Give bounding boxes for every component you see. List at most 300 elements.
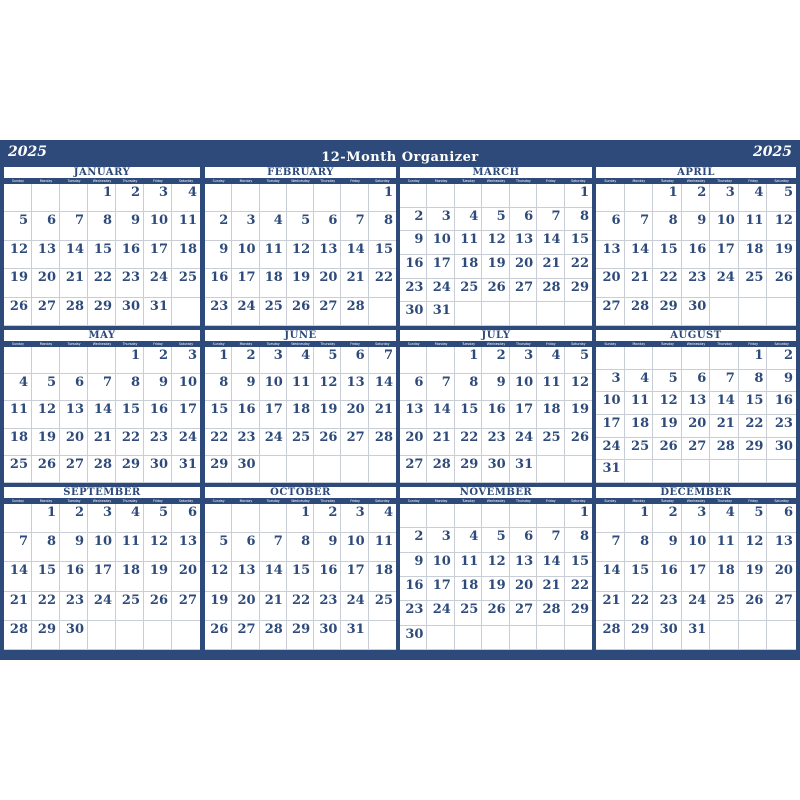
day-cell[interactable] bbox=[537, 577, 564, 601]
day-cell[interactable] bbox=[260, 562, 287, 591]
day-cell[interactable] bbox=[232, 298, 259, 326]
day-cell[interactable] bbox=[427, 601, 454, 625]
day-cell[interactable] bbox=[341, 347, 368, 374]
day-cell[interactable] bbox=[565, 504, 592, 528]
day-cell[interactable] bbox=[710, 438, 739, 461]
day-cell[interactable] bbox=[260, 347, 287, 374]
day-cell[interactable] bbox=[4, 374, 32, 401]
day-cell[interactable] bbox=[4, 298, 32, 326]
day-cell[interactable] bbox=[287, 298, 314, 326]
day-cell[interactable] bbox=[767, 241, 796, 269]
day-cell[interactable] bbox=[60, 533, 88, 562]
day-cell[interactable] bbox=[4, 241, 32, 269]
day-cell[interactable] bbox=[537, 401, 564, 428]
day-cell[interactable] bbox=[653, 504, 682, 533]
day-cell[interactable] bbox=[144, 456, 172, 483]
day-cell[interactable] bbox=[710, 184, 739, 212]
day-cell[interactable] bbox=[537, 231, 564, 255]
day-cell[interactable] bbox=[4, 212, 32, 240]
day-cell[interactable] bbox=[625, 241, 654, 269]
day-cell[interactable] bbox=[287, 533, 314, 562]
day-cell[interactable] bbox=[455, 255, 482, 279]
day-cell[interactable] bbox=[60, 456, 88, 483]
day-cell[interactable] bbox=[739, 438, 768, 461]
day-cell[interactable] bbox=[232, 401, 259, 428]
day-cell[interactable] bbox=[369, 504, 396, 533]
day-cell[interactable] bbox=[205, 456, 232, 483]
day-cell[interactable] bbox=[510, 279, 537, 303]
day-cell[interactable] bbox=[260, 592, 287, 621]
day-cell[interactable] bbox=[625, 212, 654, 240]
day-cell[interactable] bbox=[116, 269, 144, 297]
day-cell[interactable] bbox=[682, 533, 711, 562]
day-cell[interactable] bbox=[287, 562, 314, 591]
day-cell[interactable] bbox=[767, 438, 796, 461]
day-cell[interactable] bbox=[682, 621, 711, 650]
day-cell[interactable] bbox=[341, 401, 368, 428]
day-cell[interactable] bbox=[205, 374, 232, 401]
day-cell[interactable] bbox=[767, 562, 796, 591]
day-cell[interactable] bbox=[682, 592, 711, 621]
day-cell[interactable] bbox=[653, 415, 682, 438]
day-cell[interactable] bbox=[739, 415, 768, 438]
day-cell[interactable] bbox=[314, 429, 341, 456]
day-cell[interactable] bbox=[482, 401, 509, 428]
day-cell[interactable] bbox=[369, 533, 396, 562]
day-cell[interactable] bbox=[625, 533, 654, 562]
day-cell[interactable] bbox=[510, 553, 537, 577]
day-cell[interactable] bbox=[60, 621, 88, 650]
day-cell[interactable] bbox=[510, 374, 537, 401]
day-cell[interactable] bbox=[116, 401, 144, 428]
day-cell[interactable] bbox=[287, 347, 314, 374]
day-cell[interactable] bbox=[625, 370, 654, 393]
day-cell[interactable] bbox=[116, 504, 144, 533]
day-cell[interactable] bbox=[682, 212, 711, 240]
day-cell[interactable] bbox=[116, 347, 144, 374]
day-cell[interactable] bbox=[341, 592, 368, 621]
day-cell[interactable] bbox=[653, 592, 682, 621]
day-cell[interactable] bbox=[172, 533, 200, 562]
day-cell[interactable] bbox=[260, 429, 287, 456]
day-cell[interactable] bbox=[653, 562, 682, 591]
day-cell[interactable] bbox=[232, 429, 259, 456]
day-cell[interactable] bbox=[510, 601, 537, 625]
day-cell[interactable] bbox=[232, 269, 259, 297]
day-cell[interactable] bbox=[455, 231, 482, 255]
day-cell[interactable] bbox=[287, 504, 314, 533]
day-cell[interactable] bbox=[767, 592, 796, 621]
day-cell[interactable] bbox=[144, 533, 172, 562]
day-cell[interactable] bbox=[739, 241, 768, 269]
day-cell[interactable] bbox=[400, 456, 427, 483]
day-cell[interactable] bbox=[682, 298, 711, 326]
day-cell[interactable] bbox=[400, 255, 427, 279]
day-cell[interactable] bbox=[596, 241, 625, 269]
day-cell[interactable] bbox=[88, 592, 116, 621]
day-cell[interactable] bbox=[427, 401, 454, 428]
day-cell[interactable] bbox=[144, 562, 172, 591]
day-cell[interactable] bbox=[455, 577, 482, 601]
day-cell[interactable] bbox=[205, 429, 232, 456]
day-cell[interactable] bbox=[314, 533, 341, 562]
day-cell[interactable] bbox=[88, 184, 116, 212]
day-cell[interactable] bbox=[32, 298, 60, 326]
day-cell[interactable] bbox=[427, 208, 454, 232]
day-cell[interactable] bbox=[682, 184, 711, 212]
day-cell[interactable] bbox=[537, 601, 564, 625]
day-cell[interactable] bbox=[400, 302, 427, 326]
day-cell[interactable] bbox=[172, 562, 200, 591]
day-cell[interactable] bbox=[767, 504, 796, 533]
day-cell[interactable] bbox=[537, 374, 564, 401]
day-cell[interactable] bbox=[653, 241, 682, 269]
day-cell[interactable] bbox=[482, 347, 509, 374]
day-cell[interactable] bbox=[455, 279, 482, 303]
day-cell[interactable] bbox=[739, 370, 768, 393]
day-cell[interactable] bbox=[455, 401, 482, 428]
day-cell[interactable] bbox=[565, 231, 592, 255]
day-cell[interactable] bbox=[32, 269, 60, 297]
day-cell[interactable] bbox=[510, 577, 537, 601]
day-cell[interactable] bbox=[205, 533, 232, 562]
day-cell[interactable] bbox=[653, 438, 682, 461]
day-cell[interactable] bbox=[144, 298, 172, 326]
day-cell[interactable] bbox=[710, 415, 739, 438]
day-cell[interactable] bbox=[510, 231, 537, 255]
day-cell[interactable] bbox=[596, 370, 625, 393]
day-cell[interactable] bbox=[172, 347, 200, 374]
day-cell[interactable] bbox=[32, 212, 60, 240]
day-cell[interactable] bbox=[767, 347, 796, 370]
day-cell[interactable] bbox=[232, 347, 259, 374]
day-cell[interactable] bbox=[314, 504, 341, 533]
day-cell[interactable] bbox=[369, 269, 396, 297]
day-cell[interactable] bbox=[767, 392, 796, 415]
day-cell[interactable] bbox=[144, 504, 172, 533]
day-cell[interactable] bbox=[739, 392, 768, 415]
day-cell[interactable] bbox=[205, 212, 232, 240]
day-cell[interactable] bbox=[482, 577, 509, 601]
day-cell[interactable] bbox=[565, 429, 592, 456]
day-cell[interactable] bbox=[596, 460, 625, 483]
day-cell[interactable] bbox=[232, 621, 259, 650]
day-cell[interactable] bbox=[88, 429, 116, 456]
day-cell[interactable] bbox=[565, 401, 592, 428]
day-cell[interactable] bbox=[653, 184, 682, 212]
day-cell[interactable] bbox=[537, 553, 564, 577]
day-cell[interactable] bbox=[60, 374, 88, 401]
day-cell[interactable] bbox=[427, 279, 454, 303]
day-cell[interactable] bbox=[400, 374, 427, 401]
day-cell[interactable] bbox=[144, 347, 172, 374]
day-cell[interactable] bbox=[400, 429, 427, 456]
day-cell[interactable] bbox=[455, 553, 482, 577]
day-cell[interactable] bbox=[172, 592, 200, 621]
day-cell[interactable] bbox=[232, 592, 259, 621]
day-cell[interactable] bbox=[314, 592, 341, 621]
day-cell[interactable] bbox=[205, 298, 232, 326]
day-cell[interactable] bbox=[682, 562, 711, 591]
day-cell[interactable] bbox=[767, 533, 796, 562]
day-cell[interactable] bbox=[682, 415, 711, 438]
day-cell[interactable] bbox=[260, 533, 287, 562]
day-cell[interactable] bbox=[116, 184, 144, 212]
day-cell[interactable] bbox=[565, 347, 592, 374]
day-cell[interactable] bbox=[625, 562, 654, 591]
day-cell[interactable] bbox=[32, 241, 60, 269]
day-cell[interactable] bbox=[32, 533, 60, 562]
day-cell[interactable] bbox=[369, 241, 396, 269]
day-cell[interactable] bbox=[400, 601, 427, 625]
day-cell[interactable] bbox=[537, 208, 564, 232]
day-cell[interactable] bbox=[625, 415, 654, 438]
day-cell[interactable] bbox=[172, 429, 200, 456]
day-cell[interactable] bbox=[172, 401, 200, 428]
day-cell[interactable] bbox=[400, 208, 427, 232]
day-cell[interactable] bbox=[537, 279, 564, 303]
day-cell[interactable] bbox=[537, 255, 564, 279]
day-cell[interactable] bbox=[625, 392, 654, 415]
day-cell[interactable] bbox=[739, 347, 768, 370]
day-cell[interactable] bbox=[205, 241, 232, 269]
day-cell[interactable] bbox=[287, 212, 314, 240]
day-cell[interactable] bbox=[653, 533, 682, 562]
day-cell[interactable] bbox=[400, 626, 427, 650]
day-cell[interactable] bbox=[510, 456, 537, 483]
day-cell[interactable] bbox=[625, 504, 654, 533]
day-cell[interactable] bbox=[232, 533, 259, 562]
day-cell[interactable] bbox=[260, 269, 287, 297]
day-cell[interactable] bbox=[767, 269, 796, 297]
day-cell[interactable] bbox=[710, 533, 739, 562]
day-cell[interactable] bbox=[710, 241, 739, 269]
day-cell[interactable] bbox=[596, 592, 625, 621]
day-cell[interactable] bbox=[625, 592, 654, 621]
day-cell[interactable] bbox=[565, 528, 592, 552]
day-cell[interactable] bbox=[287, 592, 314, 621]
day-cell[interactable] bbox=[144, 212, 172, 240]
day-cell[interactable] bbox=[116, 456, 144, 483]
day-cell[interactable] bbox=[427, 255, 454, 279]
day-cell[interactable] bbox=[314, 212, 341, 240]
day-cell[interactable] bbox=[455, 429, 482, 456]
day-cell[interactable] bbox=[596, 212, 625, 240]
day-cell[interactable] bbox=[116, 429, 144, 456]
day-cell[interactable] bbox=[32, 562, 60, 591]
day-cell[interactable] bbox=[596, 392, 625, 415]
day-cell[interactable] bbox=[625, 269, 654, 297]
day-cell[interactable] bbox=[427, 577, 454, 601]
day-cell[interactable] bbox=[767, 415, 796, 438]
day-cell[interactable] bbox=[739, 212, 768, 240]
day-cell[interactable] bbox=[260, 241, 287, 269]
day-cell[interactable] bbox=[4, 592, 32, 621]
day-cell[interactable] bbox=[455, 528, 482, 552]
day-cell[interactable] bbox=[205, 592, 232, 621]
day-cell[interactable] bbox=[32, 401, 60, 428]
day-cell[interactable] bbox=[710, 392, 739, 415]
day-cell[interactable] bbox=[510, 528, 537, 552]
day-cell[interactable] bbox=[369, 592, 396, 621]
day-cell[interactable] bbox=[314, 269, 341, 297]
day-cell[interactable] bbox=[482, 279, 509, 303]
day-cell[interactable] bbox=[341, 374, 368, 401]
day-cell[interactable] bbox=[427, 302, 454, 326]
day-cell[interactable] bbox=[653, 621, 682, 650]
day-cell[interactable] bbox=[287, 429, 314, 456]
day-cell[interactable] bbox=[205, 621, 232, 650]
day-cell[interactable] bbox=[682, 438, 711, 461]
day-cell[interactable] bbox=[653, 298, 682, 326]
day-cell[interactable] bbox=[653, 370, 682, 393]
day-cell[interactable] bbox=[205, 347, 232, 374]
day-cell[interactable] bbox=[4, 533, 32, 562]
day-cell[interactable] bbox=[341, 298, 368, 326]
day-cell[interactable] bbox=[4, 621, 32, 650]
day-cell[interactable] bbox=[682, 269, 711, 297]
day-cell[interactable] bbox=[172, 212, 200, 240]
day-cell[interactable] bbox=[400, 231, 427, 255]
day-cell[interactable] bbox=[341, 504, 368, 533]
day-cell[interactable] bbox=[510, 255, 537, 279]
day-cell[interactable] bbox=[625, 621, 654, 650]
day-cell[interactable] bbox=[455, 374, 482, 401]
day-cell[interactable] bbox=[482, 528, 509, 552]
day-cell[interactable] bbox=[653, 269, 682, 297]
day-cell[interactable] bbox=[682, 392, 711, 415]
day-cell[interactable] bbox=[60, 241, 88, 269]
day-cell[interactable] bbox=[314, 374, 341, 401]
day-cell[interactable] bbox=[455, 347, 482, 374]
day-cell[interactable] bbox=[287, 269, 314, 297]
day-cell[interactable] bbox=[287, 374, 314, 401]
day-cell[interactable] bbox=[400, 528, 427, 552]
day-cell[interactable] bbox=[144, 374, 172, 401]
day-cell[interactable] bbox=[172, 184, 200, 212]
day-cell[interactable] bbox=[710, 212, 739, 240]
day-cell[interactable] bbox=[739, 562, 768, 591]
day-cell[interactable] bbox=[565, 577, 592, 601]
day-cell[interactable] bbox=[172, 374, 200, 401]
day-cell[interactable] bbox=[767, 370, 796, 393]
day-cell[interactable] bbox=[596, 533, 625, 562]
day-cell[interactable] bbox=[565, 553, 592, 577]
day-cell[interactable] bbox=[369, 212, 396, 240]
day-cell[interactable] bbox=[32, 504, 60, 533]
day-cell[interactable] bbox=[565, 255, 592, 279]
day-cell[interactable] bbox=[32, 456, 60, 483]
day-cell[interactable] bbox=[596, 562, 625, 591]
day-cell[interactable] bbox=[596, 621, 625, 650]
day-cell[interactable] bbox=[4, 429, 32, 456]
day-cell[interactable] bbox=[60, 504, 88, 533]
day-cell[interactable] bbox=[400, 401, 427, 428]
day-cell[interactable] bbox=[314, 562, 341, 591]
day-cell[interactable] bbox=[144, 592, 172, 621]
day-cell[interactable] bbox=[369, 401, 396, 428]
day-cell[interactable] bbox=[739, 533, 768, 562]
day-cell[interactable] bbox=[739, 269, 768, 297]
day-cell[interactable] bbox=[172, 241, 200, 269]
day-cell[interactable] bbox=[172, 456, 200, 483]
day-cell[interactable] bbox=[596, 415, 625, 438]
day-cell[interactable] bbox=[427, 456, 454, 483]
day-cell[interactable] bbox=[116, 374, 144, 401]
day-cell[interactable] bbox=[314, 241, 341, 269]
day-cell[interactable] bbox=[565, 184, 592, 208]
day-cell[interactable] bbox=[260, 298, 287, 326]
day-cell[interactable] bbox=[341, 269, 368, 297]
day-cell[interactable] bbox=[88, 212, 116, 240]
day-cell[interactable] bbox=[205, 562, 232, 591]
day-cell[interactable] bbox=[60, 562, 88, 591]
day-cell[interactable] bbox=[400, 279, 427, 303]
day-cell[interactable] bbox=[88, 298, 116, 326]
day-cell[interactable] bbox=[369, 184, 396, 212]
day-cell[interactable] bbox=[455, 456, 482, 483]
day-cell[interactable] bbox=[232, 212, 259, 240]
day-cell[interactable] bbox=[596, 298, 625, 326]
day-cell[interactable] bbox=[482, 553, 509, 577]
day-cell[interactable] bbox=[116, 592, 144, 621]
day-cell[interactable] bbox=[682, 504, 711, 533]
day-cell[interactable] bbox=[341, 212, 368, 240]
day-cell[interactable] bbox=[710, 562, 739, 591]
day-cell[interactable] bbox=[710, 504, 739, 533]
day-cell[interactable] bbox=[565, 279, 592, 303]
day-cell[interactable] bbox=[88, 241, 116, 269]
day-cell[interactable] bbox=[369, 347, 396, 374]
day-cell[interactable] bbox=[710, 370, 739, 393]
day-cell[interactable] bbox=[232, 374, 259, 401]
day-cell[interactable] bbox=[88, 562, 116, 591]
day-cell[interactable] bbox=[60, 298, 88, 326]
day-cell[interactable] bbox=[260, 401, 287, 428]
day-cell[interactable] bbox=[88, 456, 116, 483]
day-cell[interactable] bbox=[427, 231, 454, 255]
day-cell[interactable] bbox=[116, 298, 144, 326]
day-cell[interactable] bbox=[455, 601, 482, 625]
day-cell[interactable] bbox=[653, 212, 682, 240]
day-cell[interactable] bbox=[341, 429, 368, 456]
day-cell[interactable] bbox=[653, 392, 682, 415]
day-cell[interactable] bbox=[232, 456, 259, 483]
day-cell[interactable] bbox=[482, 429, 509, 456]
day-cell[interactable] bbox=[482, 374, 509, 401]
day-cell[interactable] bbox=[314, 347, 341, 374]
day-cell[interactable] bbox=[400, 553, 427, 577]
day-cell[interactable] bbox=[287, 621, 314, 650]
day-cell[interactable] bbox=[739, 184, 768, 212]
day-cell[interactable] bbox=[172, 504, 200, 533]
day-cell[interactable] bbox=[144, 429, 172, 456]
day-cell[interactable] bbox=[116, 533, 144, 562]
day-cell[interactable] bbox=[172, 269, 200, 297]
day-cell[interactable] bbox=[596, 438, 625, 461]
day-cell[interactable] bbox=[60, 592, 88, 621]
day-cell[interactable] bbox=[537, 429, 564, 456]
day-cell[interactable] bbox=[482, 208, 509, 232]
day-cell[interactable] bbox=[4, 562, 32, 591]
day-cell[interactable] bbox=[116, 562, 144, 591]
day-cell[interactable] bbox=[565, 601, 592, 625]
day-cell[interactable] bbox=[710, 269, 739, 297]
day-cell[interactable] bbox=[739, 504, 768, 533]
day-cell[interactable] bbox=[625, 438, 654, 461]
day-cell[interactable] bbox=[232, 562, 259, 591]
day-cell[interactable] bbox=[341, 621, 368, 650]
